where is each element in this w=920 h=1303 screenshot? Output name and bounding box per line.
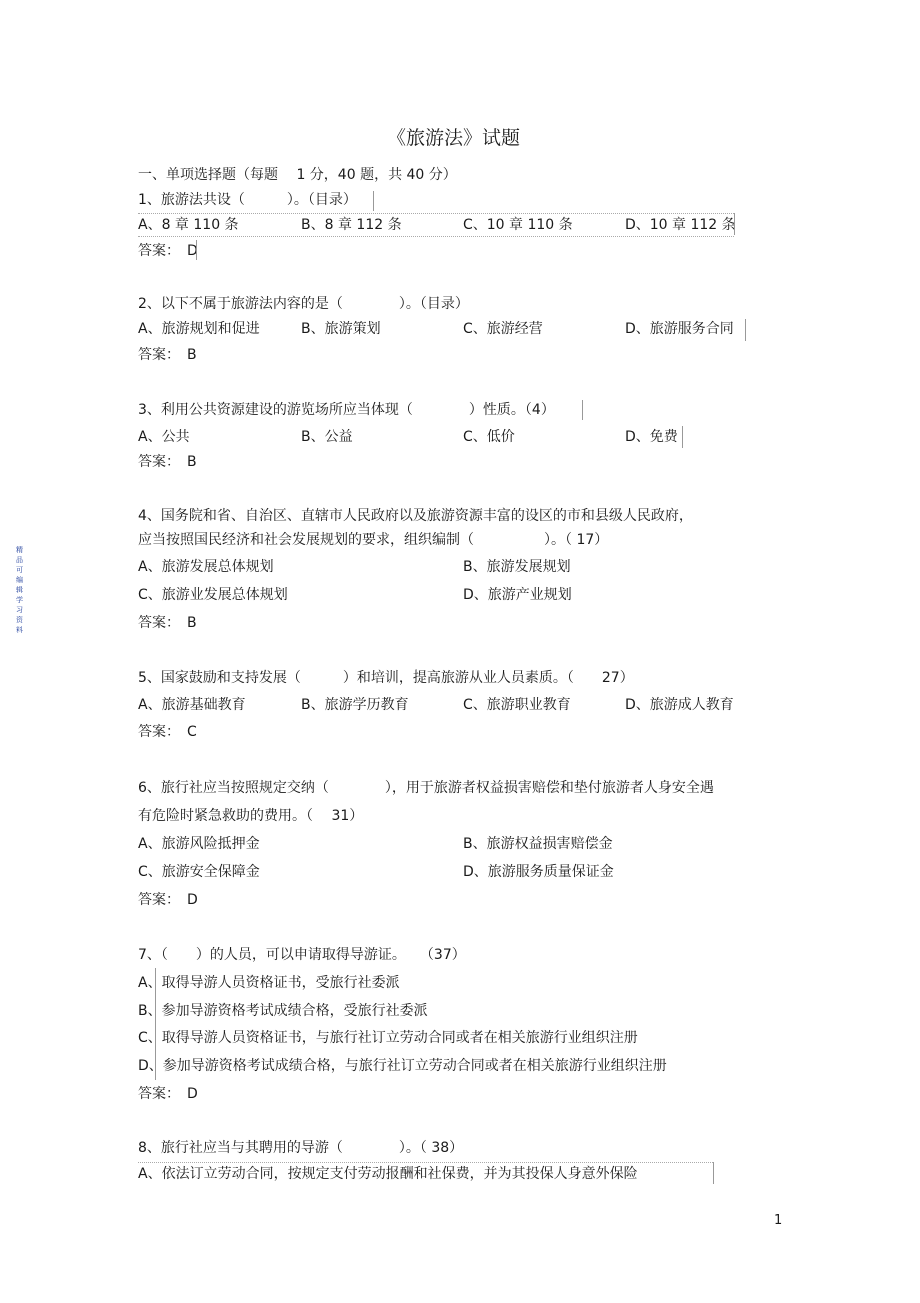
- question-stem: 7、（ ）的人员，可以申请取得导游证。 （37）: [138, 947, 466, 963]
- answer-value: B: [187, 454, 197, 470]
- section-heading: 一、单项选择题（每题 1 分，40 题，共 40 分）: [138, 167, 457, 183]
- option-a: A、8 章 110 条: [138, 217, 239, 233]
- option-d: D、10 章 112 条: [625, 217, 736, 233]
- option-b: B、旅游权益损害赔偿金: [463, 836, 613, 852]
- question-stem: 1、旅游法共设（ ）。（目录）: [138, 192, 357, 208]
- answer-value: D: [187, 1086, 198, 1102]
- option-d: D、免费: [625, 429, 678, 445]
- option-c: C、旅游经营: [463, 321, 543, 337]
- option-c: C、旅游安全保障金: [138, 864, 260, 880]
- option-d: D、参加导游资格考试成绩合格，与旅行社订立劳动合同或者在相关旅游行业组织注册: [138, 1058, 667, 1074]
- option-b: B、旅游发展规划: [463, 559, 571, 575]
- edit-marker: [582, 400, 583, 420]
- edit-marker: [734, 213, 735, 235]
- page-title: 《旅游法》试题: [387, 127, 521, 149]
- question-stem: 8、旅行社应当与其聘用的导游（ ）。（ 38）: [138, 1140, 464, 1156]
- edit-marker: [196, 240, 197, 260]
- answer-label: 答案：: [138, 347, 180, 363]
- answer-label: 答案：: [138, 892, 180, 908]
- answer-value: B: [187, 347, 197, 363]
- question-stem: 5、国家鼓励和支持发展（ ）和培训，提高旅游从业人员素质。（ 27）: [138, 670, 634, 686]
- answer-value: C: [187, 724, 197, 740]
- option-b: B、旅游策划: [301, 321, 381, 337]
- option-a: A、取得导游人员资格证书，受旅行社委派: [138, 975, 400, 991]
- edit-marker: [682, 426, 683, 448]
- answer-label: 答案：: [138, 724, 180, 740]
- question-stem-line-2: 有危险时紧急救助的费用。（ 31）: [138, 808, 364, 824]
- option-a: A、公共: [138, 429, 190, 445]
- edit-marker: [713, 1162, 714, 1184]
- question-stem-line-1: 4、国务院和省、自治区、直辖市人民政府以及旅游资源丰富的设区的市和县级人民政府，: [138, 508, 693, 524]
- option-a: A、旅游规划和促进: [138, 321, 260, 337]
- option-c: C、低价: [463, 429, 515, 445]
- edit-marker: [373, 191, 374, 211]
- answer-value: B: [187, 615, 197, 631]
- option-c: C、10 章 110 条: [463, 217, 573, 233]
- option-b: B、公益: [301, 429, 353, 445]
- dotted-rule: [138, 236, 734, 237]
- option-c: C、取得导游人员资格证书，与旅行社订立劳动合同或者在相关旅游行业组织注册: [138, 1030, 638, 1046]
- answer-label: 答案：: [138, 243, 180, 259]
- option-a: A、旅游风险抵押金: [138, 836, 260, 852]
- side-watermark: 精品可编辑学习资料: [16, 546, 23, 634]
- page-number: 1: [774, 1213, 783, 1228]
- dotted-rule: [138, 213, 734, 214]
- option-d: D、旅游服务质量保证金: [463, 864, 614, 880]
- question-stem-line-2: 应当按照国民经济和社会发展规划的要求，组织编制（ ）。（ 17）: [138, 532, 609, 548]
- question-stem-line-1: 6、旅行社应当按照规定交纳（ ），用于旅游者权益损害赔偿和垫付旅游者人身安全遇: [138, 780, 714, 796]
- option-b: B、8 章 112 条: [301, 217, 402, 233]
- answer-value: D: [187, 243, 198, 259]
- option-a: A、旅游基础教育: [138, 697, 246, 713]
- option-b: B、参加导游资格考试成绩合格，受旅行社委派: [138, 1003, 428, 1019]
- option-a: A、旅游发展总体规划: [138, 559, 274, 575]
- option-c: C、旅游业发展总体规划: [138, 587, 288, 603]
- answer-label: 答案：: [138, 1086, 180, 1102]
- option-b: B、旅游学历教育: [301, 697, 409, 713]
- question-stem: 2、以下不属于旅游法内容的是（ ）。（目录）: [138, 296, 469, 312]
- answer-label: 答案：: [138, 615, 180, 631]
- option-a: A、依法订立劳动合同，按规定支付劳动报酬和社保费，并为其投保人身意外保险: [138, 1166, 638, 1182]
- question-stem: 3、利用公共资源建设的游览场所应当体现（ ）性质。（4）: [138, 402, 555, 418]
- option-d: D、旅游成人教育: [625, 697, 734, 713]
- option-d: D、旅游服务合同: [625, 321, 734, 337]
- answer-value: D: [187, 892, 198, 908]
- option-c: C、旅游职业教育: [463, 697, 571, 713]
- answer-label: 答案：: [138, 454, 180, 470]
- dotted-rule: [138, 1162, 713, 1163]
- edit-marker: [745, 319, 746, 341]
- option-d: D、旅游产业规划: [463, 587, 572, 603]
